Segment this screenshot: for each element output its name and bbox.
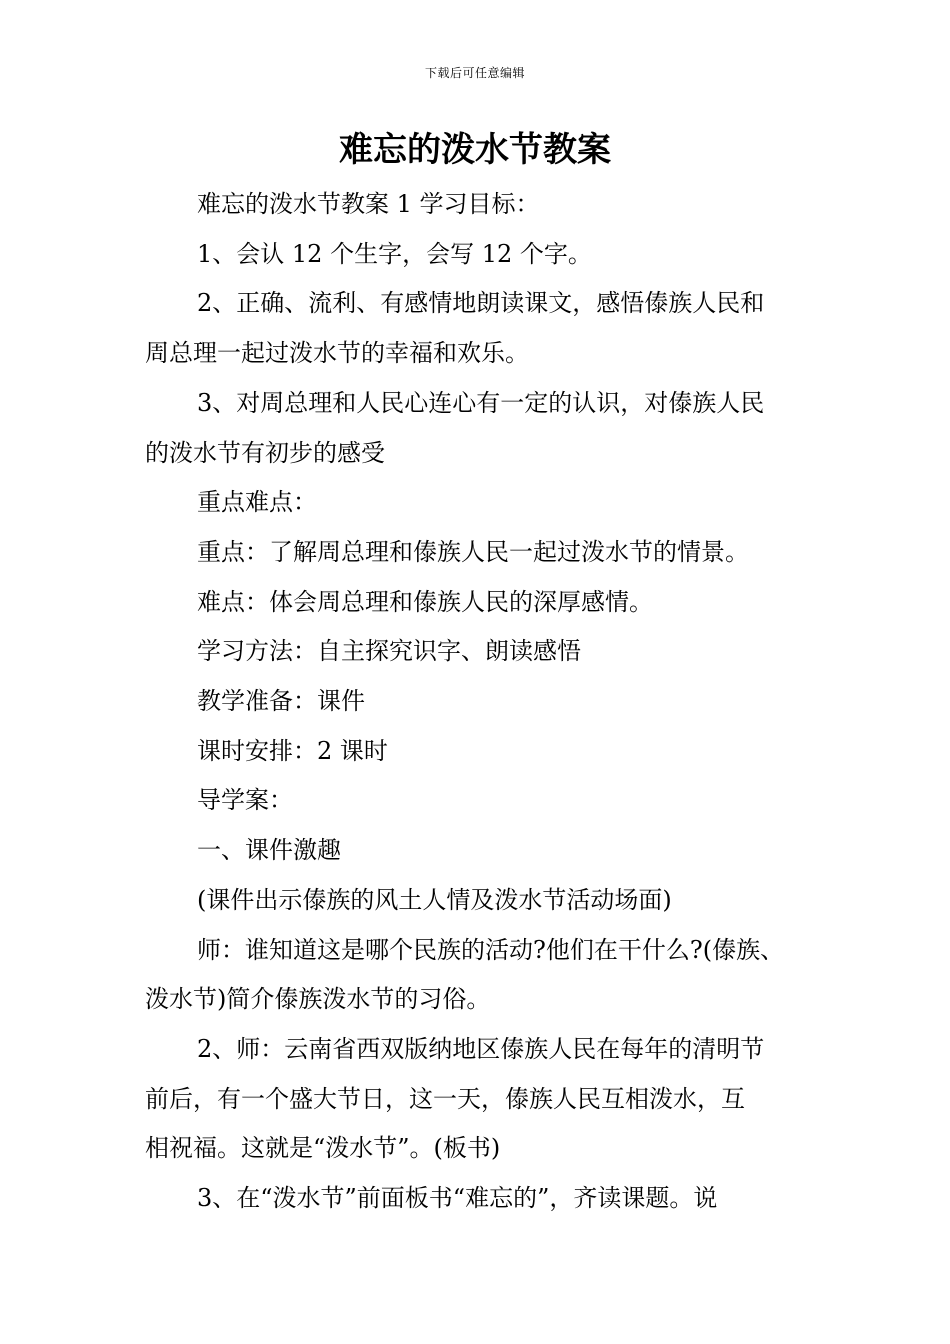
paragraph-line: 重点：了解周总理和傣族人民一起过泼水节的情景。 [197,537,749,566]
page-header-note: 下载后可任意编辑 [424,66,525,80]
paragraph-line: 学习方法：自主探究识字、朗读感悟 [197,637,581,666]
document-title: 难忘的泼水节教案 [339,130,611,170]
paragraph-line: 1、会认 12 个生字，会写 12 个字。 [197,239,592,268]
paragraph-line-continuation: 泼水节)简介傣族泼水节的习俗。 [145,985,491,1014]
paragraph-line-continuation: 周总理一起过泼水节的幸福和欢乐。 [145,339,529,368]
paragraph-line-continuation: 相祝福。这就是“泼水节”。(板书) [145,1134,501,1163]
paragraph-line: (课件出示傣族的风土人情及泼水节活动场面) [197,885,672,914]
paragraph-line-continuation: 前后，有一个盛大节日，这一天，傣族人民互相泼水，互 [145,1084,745,1113]
paragraph-line: 课时安排：2 课时 [197,736,388,765]
document-body [145,180,810,1224]
paragraph-line: 难忘的泼水节教案 1 学习目标： [197,190,540,218]
paragraph-line: 重点难点： [197,488,317,517]
paragraph-line: 2、师：云南省西双版纳地区傣族人民在每年的清明节 [197,1034,765,1063]
paragraph-line-continuation: 的泼水节有初步的感受 [145,438,385,467]
paragraph-line: 一、课件激趣 [197,836,341,865]
paragraph-line: 3、在“泼水节”前面板书“难忘的”，齐读课题。说 [197,1184,718,1213]
paragraph-line: 2、正确、流利、有感情地朗读课文，感悟傣族人民和 [197,289,765,318]
paragraph-line: 3、对周总理和人民心连心有一定的认识，对傣族人民 [197,388,765,417]
paragraph-line: 难点：体会周总理和傣族人民的深厚感情。 [197,587,653,616]
paragraph-line: 教学准备：课件 [197,687,365,716]
paragraph-line: 导学案： [197,786,293,815]
paragraph-line: 师：谁知道这是哪个民族的活动?他们在干什么?(傣族、 [197,935,785,964]
